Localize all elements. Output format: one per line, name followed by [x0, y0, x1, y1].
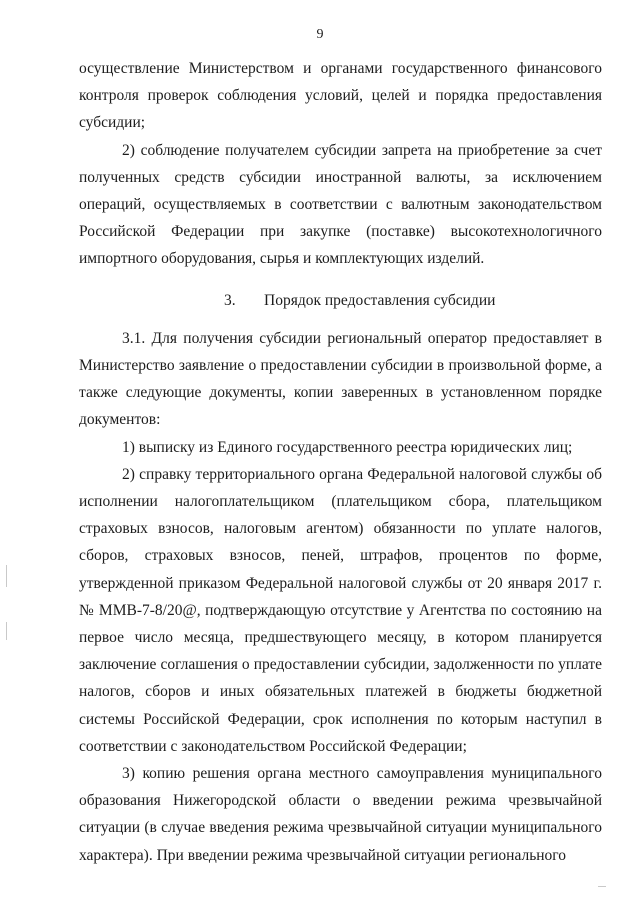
list-item-3: 3) копию решения органа местного самоуправления муниципального образования Нижегородской области о введении режима чрезвычайной ситуации (в случае введения режима чрезвычайной ситуации муниципального характера). При введении режима чрезвычайной ситуации регионального — [79, 765, 602, 864]
page-number: 9 — [316, 27, 324, 42]
list-item-1: 1) выписку из Единого государственного реестра юридических лиц; — [122, 438, 573, 456]
paragraph-continuation: осуществление Министерством и органами государственного финансового контроля проверок соблюдения условий, целей и порядка предоставления субсидии; — [79, 60, 602, 132]
list-item-2: 2) справку территориального органа Федеральной налоговой службы об исполнении налогоплательщиком (плательщиком сбора, плательщиком страховых взносов, налоговым агентом) обязанности по уплате налогов, сборов, страховых взносов, пеней, штрафов, процентов по форме, утвержденной приказом Федеральной налоговой службы от 20 января 2017 г. № ММВ-7-8/20@, подтверждающую отсутствие у Агентства по состоянию на первое число месяца, предшествующего месяцу, в котором планируется заключение соглашения о предоставлении субсидии, задолженности по уплате налогов, сборов и иных обязательных платежей в бюджеты бюджетной системы Российской Федерации, срок исполнения по которым наступил в соответствии с законодательством Российской Федерации; — [79, 465, 602, 755]
document-body — [79, 55, 602, 869]
scan-mark-left-lower — [6, 622, 7, 640]
section-heading — [79, 287, 602, 314]
scan-mark-left — [6, 565, 7, 587]
scan-mark-bottom — [598, 886, 606, 887]
section-number: 3. — [224, 291, 236, 309]
paragraph-item-2: 2) соблюдение получателем субсидии запрета на приобретение за счет полученных средств субсидии иностранной валюты, за исключением операций, осуществляемых в соответствии с валютным законодательством Российской Федерации при закупке (поставке) высокотехнологичного импортного оборудования, сырья и комплектующих изделий. — [79, 141, 602, 268]
paragraph-3-1: 3.1. Для получения субсидии региональный оператор предоставляет в Министерство заявление о предоставлении субсидии в произвольной форме, а также следующие документы, копии заверенных в установленном порядке документов: — [79, 329, 602, 429]
section-title: Порядок предоставления субсидии — [264, 291, 496, 309]
